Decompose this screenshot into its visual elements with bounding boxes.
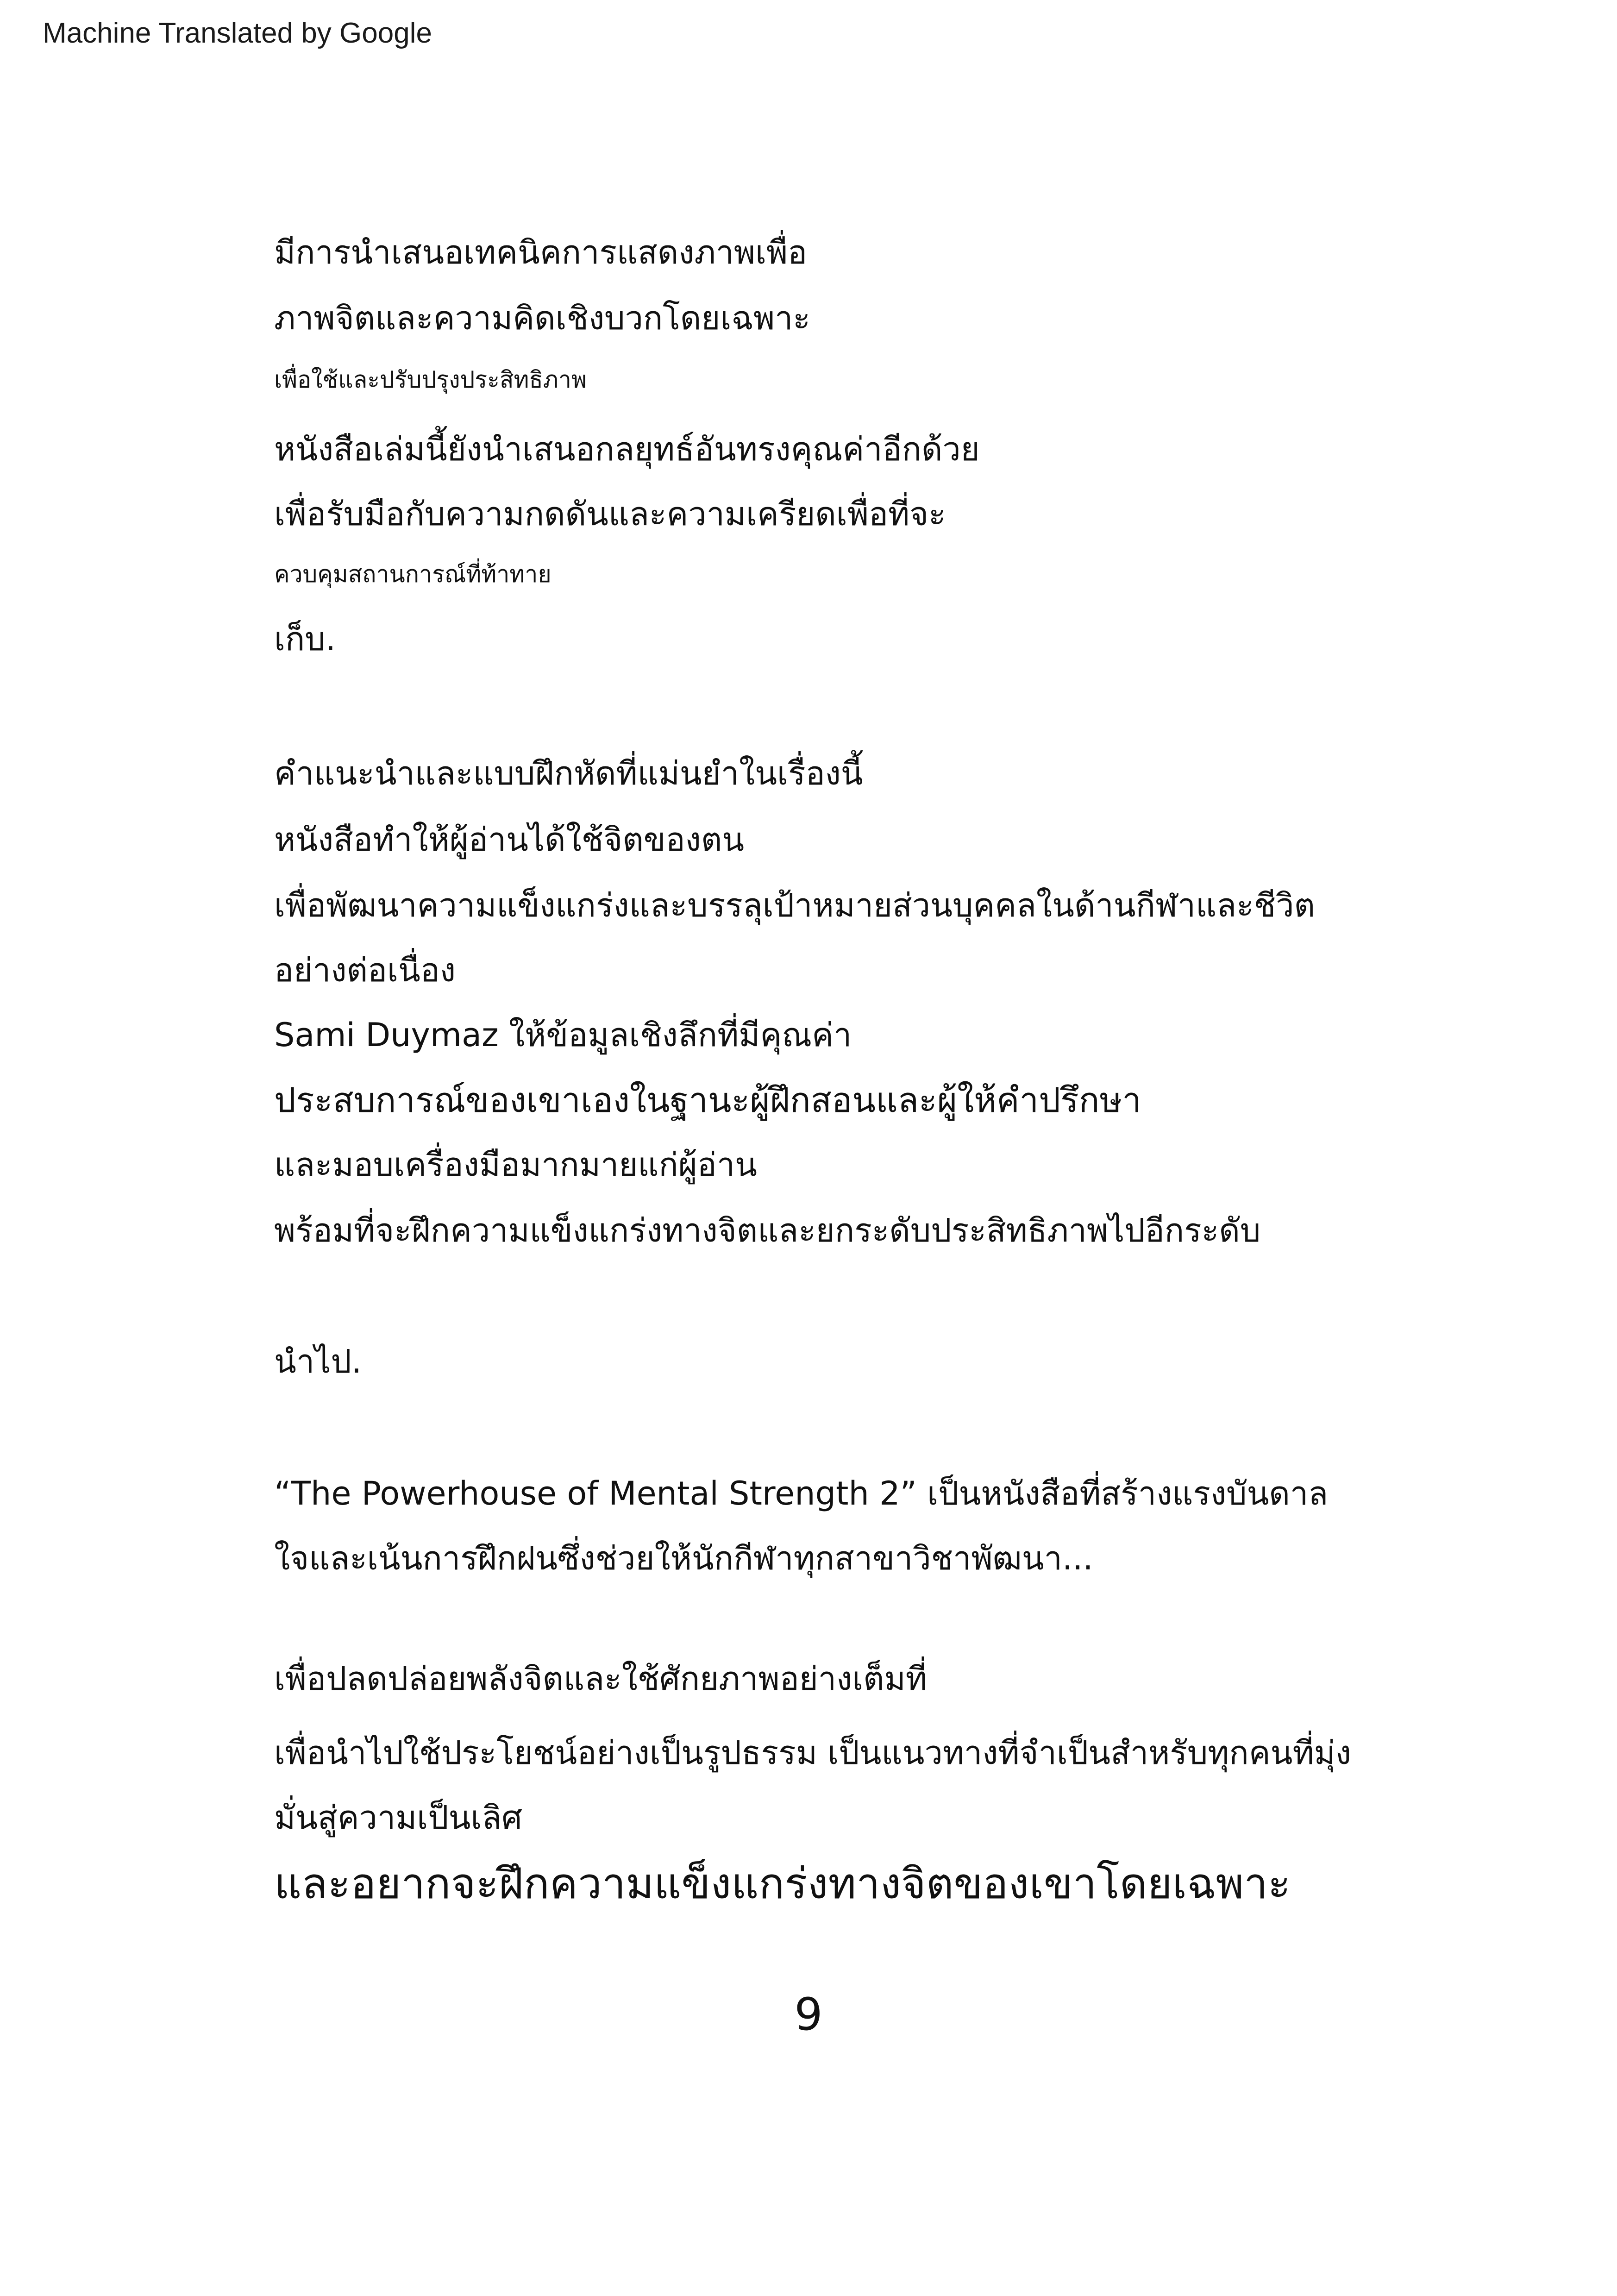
body-line-8: คำแนะนำและแบบฝึกหัดที่แม่นยำในเรื่องนี้ xyxy=(274,754,863,792)
body-line-19: เพื่อปลดปล่อยพลังจิตและใช้ศักยภาพอย่างเต็มที่ xyxy=(274,1660,927,1698)
body-line-16: นำไป. xyxy=(274,1342,362,1380)
body-line-20: เพื่อนำไปใช้ประโยชน์อย่างเป็นรูปธรรม เป็นแนวทางที่จำเป็นสำหรับทุกคนที่มุ่ง xyxy=(274,1734,1351,1772)
body-line-6: ควบคุมสถานการณ์ที่ท้าทาย xyxy=(274,561,552,588)
page-number: 9 xyxy=(794,1989,823,2040)
body-line-18: ใจและเน้นการฝึกฝนซึ่งช่วยให้นักกีฬาทุกสาขาวิชาพัฒนา... xyxy=(274,1539,1093,1577)
body-line-10: เพื่อพัฒนาความแข็งแกร่งและบรรลุเป้าหมายส่วนบุคคลในด้านกีฬาและชีวิต xyxy=(274,886,1315,924)
body-line-21: มั่นสู่ความเป็นเลิศ xyxy=(274,1799,522,1837)
body-line-3: เพื่อใช้และปรับปรุงประสิทธิภาพ xyxy=(274,366,587,393)
body-line-2: ภาพจิตและความคิดเชิงบวกโดยเฉพาะ xyxy=(274,299,811,337)
body-line-14: และมอบเครื่องมือมากมายแก่ผู้อ่าน xyxy=(274,1146,757,1184)
body-line-11: อย่างต่อเนื่อง xyxy=(274,951,456,989)
body-line-13: ประสบการณ์ของเขาเองในฐานะผู้ฝึกสอนและผู้ให้คำปรึกษา xyxy=(274,1080,1141,1120)
machine-translation-note: Machine Translated by Google xyxy=(43,17,432,49)
body-line-1: มีการนำเสนอเทคนิคการแสดงภาพเพื่อ xyxy=(274,233,808,271)
body-line-9: หนังสือทำให้ผู้อ่านได้ใช้จิตของตน xyxy=(274,821,745,859)
body-line-15: พร้อมที่จะฝึกความแข็งแกร่งทางจิตและยกระดับประสิทธิภาพไปอีกระดับ xyxy=(274,1211,1261,1249)
body-line-5: เพื่อรับมือกับความกดดันและความเครียดเพื่อที่จะ xyxy=(274,495,946,533)
body-line-17: “The Powerhouse of Mental Strength 2” เป็นหนังสือที่สร้างแรงบันดาล xyxy=(274,1474,1329,1512)
body-line-4: หนังสือเล่มนี้ยังนำเสนอกลยุทธ์อันทรงคุณค่าอีกด้วย xyxy=(274,430,980,468)
body-line-22: และอยากจะฝึกความแข็งแกร่งทางจิตของเขาโดยเฉพาะ xyxy=(274,1859,1291,1908)
body-line-12: Sami Duymaz ให้ข้อมูลเชิงลึกที่มีคุณค่า xyxy=(274,1016,852,1054)
body-line-7: เก็บ. xyxy=(274,620,336,658)
